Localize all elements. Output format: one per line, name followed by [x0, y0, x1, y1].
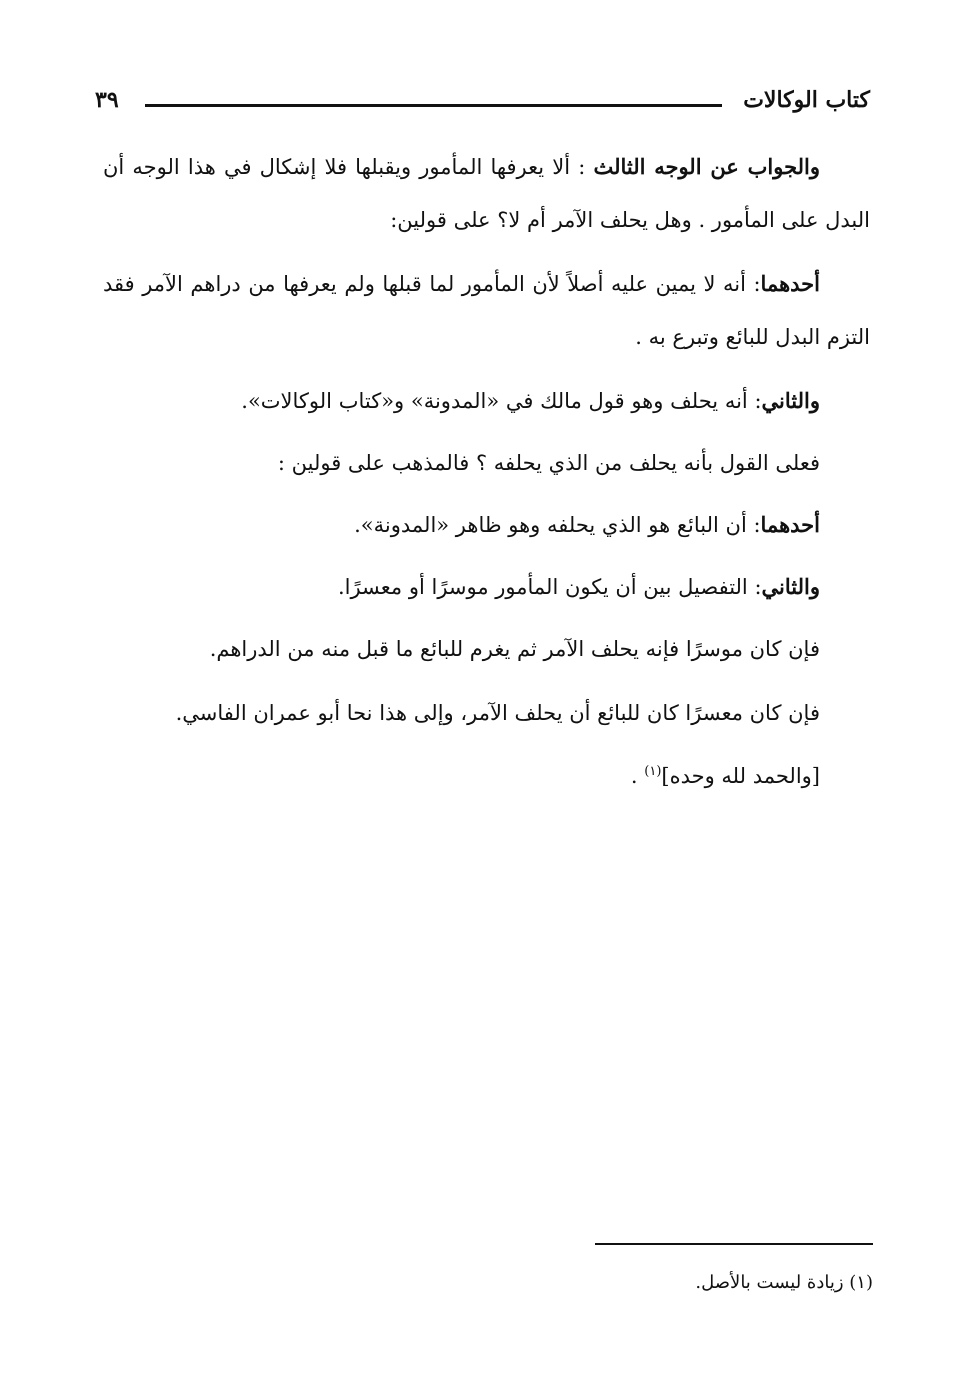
- paragraph: [103, 686, 870, 740]
- paragraph-lead: والثاني: [761, 388, 820, 413]
- paragraph-text: : أنه يحلف وهو قول مالك في «المدونة» و«كتاب الوكالات».: [241, 389, 762, 413]
- main-text: [103, 140, 870, 813]
- paragraph: [103, 436, 870, 490]
- paragraph-text: فإن كان موسرًا فإنه يحلف الآمر ثم يغرم للبائع ما قبل منه من الدراهم.: [209, 637, 820, 661]
- running-header: [95, 80, 870, 120]
- footnote-reference: (١): [644, 764, 662, 779]
- closing-tail: .: [630, 764, 645, 788]
- paragraph: [103, 560, 870, 614]
- paragraph-text: : ألا يعرفها المأمور ويقبلها فلا إشكال في هذا الوجه أن البدل على المأمور . وهل يحلف الآمر أم لا؟ على قولين:: [103, 155, 870, 232]
- paragraph-lead: والجواب عن الوجه الثالث: [593, 154, 820, 179]
- paragraph-text: : أنه لا يمين عليه أصلاً لأن المأمور لما قبلها ولم يعرفها من دراهم الآمر فقد التزم البدل للبائع وتبرع به .: [103, 272, 870, 349]
- paragraph: [103, 622, 870, 676]
- footnote: (١) زيادة ليست بالأصل.: [695, 1272, 873, 1293]
- page-number: ٣٩: [95, 87, 119, 113]
- paragraph-text: : أن البائع هو الذي يحلفه وهو ظاهر «المدونة».: [354, 513, 761, 537]
- book-title: كتاب الوكالات: [743, 87, 870, 113]
- paragraph-text: فإن كان معسرًا كان للبائع أن يحلف الآمر، وإلى هذا نحا أبو عمران الفاسي.: [175, 701, 820, 725]
- closing-line: [103, 750, 870, 803]
- paragraph-text: : التفصيل بين أن يكون المأمور موسرًا أو معسرًا.: [337, 575, 762, 599]
- closing-text: [والحمد لله وحده]: [661, 764, 820, 788]
- paragraph-text: فعلى القول بأنه يحلف من الذي يحلفه ؟ فالمذهب على قولين :: [277, 451, 820, 475]
- paragraph: [103, 257, 870, 364]
- paragraph-lead: أحدهما: [760, 512, 820, 537]
- header-rule: [145, 104, 722, 107]
- footnote-rule: [595, 1243, 873, 1245]
- paragraph: [103, 374, 870, 428]
- paragraph: [103, 140, 870, 247]
- paragraph-lead: أحدهما: [760, 271, 820, 296]
- paragraph: [103, 498, 870, 552]
- paragraph-lead: والثاني: [761, 574, 820, 599]
